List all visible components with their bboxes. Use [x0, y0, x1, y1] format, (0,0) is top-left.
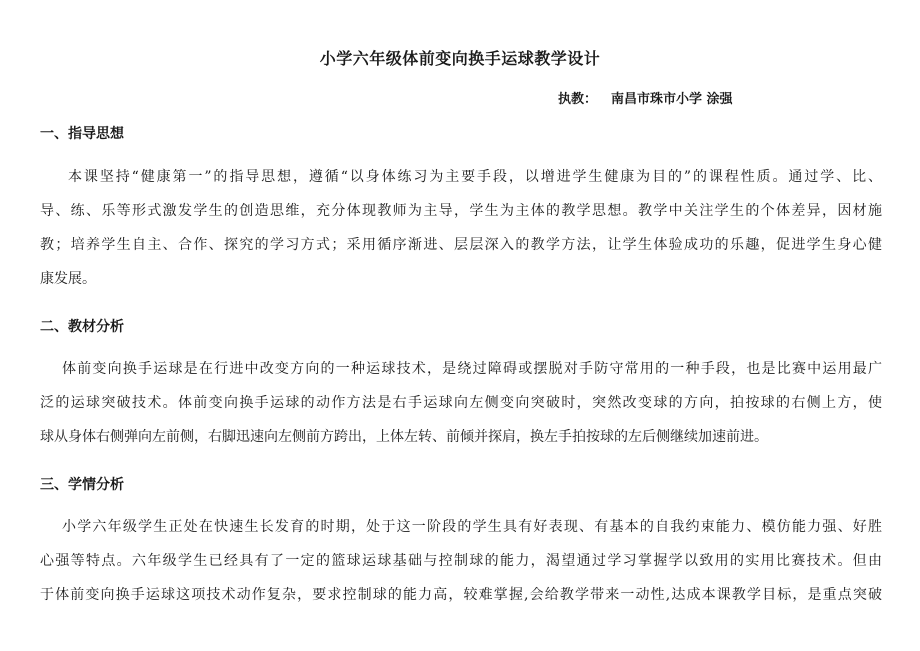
- paragraph-line: 泛的运球突破技术。体前变向换手运球的动作方法是右手运球向左侧变向突破时，突然改变球的方向，拍按球的右侧上方，使: [40, 395, 882, 411]
- author-name: 南昌市珠市小学 涂强: [611, 92, 733, 107]
- section-body-learner-analysis: [40, 510, 882, 612]
- document-title: 小学六年级体前变向换手运球教学设计: [319, 49, 601, 68]
- paragraph-line: 于体前变向换手运球这项技术动作复杂，要求控制球的能力高，较难掌握,会给教学带来一动性,达成本课教学目标，是重点突破: [40, 587, 882, 603]
- section-heading-material-analysis: 二、教材分析: [40, 319, 124, 335]
- section-heading-learner-analysis: 三、学情分析: [40, 477, 124, 493]
- paragraph-line: 小学六年级学生正处在快速生长发育的时期，处于这一阶段的学生具有好表现、有基本的自我约束能力、模仿能力强、好胜: [62, 519, 882, 535]
- author-line: [558, 88, 733, 107]
- section-heading-guiding-ideology: 一、指导思想: [40, 126, 124, 142]
- paragraph-line: 教；培养学生自主、合作、探究的学习方式；采用循序渐进、层层深入的教学方法，让学生体验成功的乐趣，促进学生身心健: [40, 237, 882, 253]
- paragraph-line: 体前变向换手运球是在行进中改变方向的一种运球技术，是绕过障碍或摆脱对手防守常用的一种手段，也是比赛中运用最广: [62, 361, 882, 377]
- paragraph-line: 本课坚持“健康第一”的指导思想，遵循“以身体练习为主要手段，以增进学生健康为目的”的课程性质。通过学、比、: [68, 169, 882, 185]
- paragraph-line: 球从身体右侧弹向左前侧，右脚迅速向左侧前方跨出，上体左转、前倾并探肩，换左手拍按球的左后侧继续加速前进。: [40, 429, 768, 445]
- paragraph-line: 心强等特点。六年级学生已经具有了一定的篮球运球基础与控制球的能力，渴望通过学习掌握学以致用的实用比赛技术。但由: [40, 553, 882, 569]
- section-body-guiding-ideology: [40, 160, 882, 296]
- paragraph-line: 导、练、乐等形式激发学生的创造思维，充分体现教师为主导，学生为主体的教学思想。教学中关注学生的个体差异，因材施: [40, 203, 882, 219]
- author-label: 执教：: [558, 92, 598, 107]
- paragraph-line: 康发展。: [40, 271, 96, 287]
- section-body-material-analysis: [40, 352, 882, 454]
